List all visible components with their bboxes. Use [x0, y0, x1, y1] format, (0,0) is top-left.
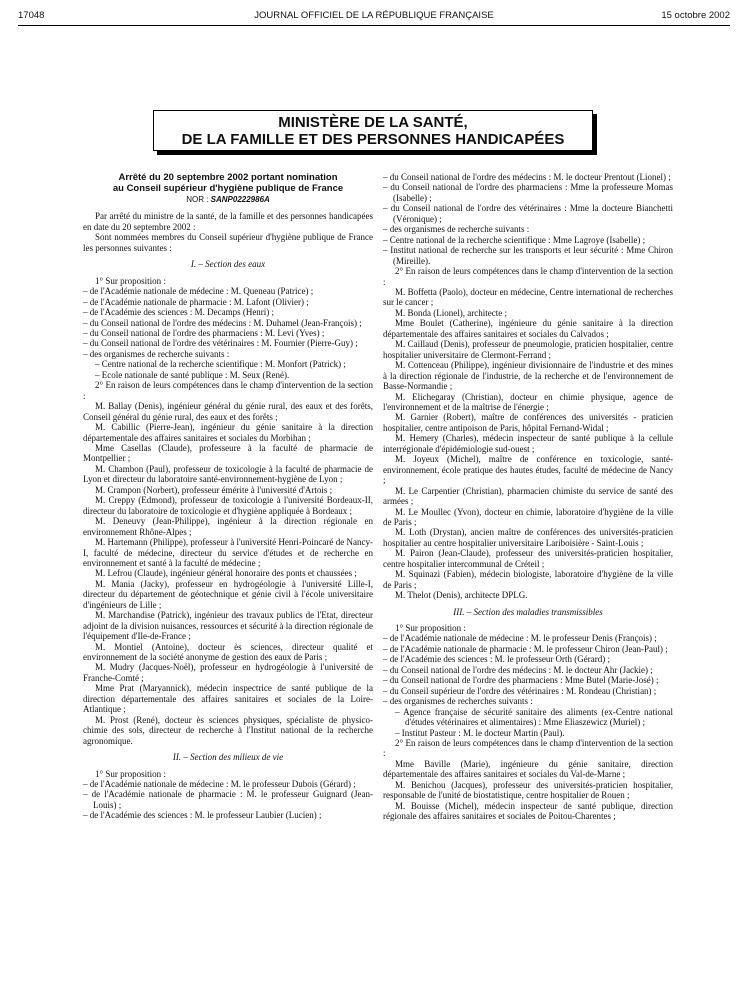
journal-title: JOURNAL OFFICIEL DE LA RÉPUBLIQUE FRANÇAISE: [254, 10, 494, 21]
paragraph: M. Pairon (Jean-Claude), professeur des universités-praticien hospitalier, centre hospitalier intercommunal de Créteil ;: [383, 548, 673, 569]
list-item: – de l'Académie des sciences : M. Decamps (Henri) ;: [83, 307, 275, 318]
list-item: – du Conseil national de l'ordre des pharmaciens : Mme Butel (Marie-José) ;: [383, 675, 659, 686]
paragraph: M. Garnier (Robert), maître de conférences des universités - praticien hospitalier, centre antipoison de Paris, hôpital Fernand-Widal ;: [383, 412, 673, 433]
paragraph: M. Mania (Jacky), professeur en hydrogéologie à l'université Lille-I, directeur du département de géotechnique et génie civil à l'école universitaire d'ingénieurs de Lille ;: [83, 578, 373, 610]
paragraph: M. Le Carpentier (Christian), pharmacien chimiste du service de santé des armées ;: [383, 485, 673, 507]
list-item: – de l'Académie nationale de médecine : M. Queneau (Patrice) ;: [83, 286, 314, 297]
list-item: – de l'Académie nationale de pharmacie : M. le professeur Guignard (Jean-Louis) ;: [83, 789, 373, 810]
list-item: – Centre national de la recherche scientifique : Mme Lagroye (Isabelle) ;: [383, 234, 646, 245]
header-rule: [18, 25, 730, 26]
right-column: [383, 172, 673, 822]
nor-reference: [83, 195, 373, 205]
paragraph: Mme Baville (Marie), ingénieure du génie sanitaire, direction départementale des affaires sanitaires et sociales du Val-de-Marne ;: [383, 758, 673, 780]
paragraph: M. Benichou (Jacques), professeur des universités-praticien hospitalier, responsable de l'unité de biostatistique, centre hospitalier de Rouen ;: [383, 779, 673, 801]
issue-date: 15 octobre 2002: [661, 10, 730, 21]
list-item: – du Conseil national de l'ordre des vétérinaires : Mme la docteure Bianchetti (Véronique) ;: [383, 203, 673, 224]
paragraph: M. Hemery (Charles), médecin inspecteur de santé publique à la cellule interrégionale d'épidémiologie sud-ouest ;: [383, 433, 673, 454]
list-item: – du Conseil national de l'ordre des médecins : M. le docteur Prentout (Lionel) ;: [383, 172, 671, 182]
paragraph: M. Crampon (Norbert), professeur émérite à l'université d'Artois ;: [95, 484, 333, 495]
decree-title-line-1: Arrêté du 20 septembre 2002 portant nomination: [118, 172, 338, 183]
paragraph: Mme Prat (Maryannick), médecin inspectrice de santé publique de la direction départementale des affaires sanitaires et sociales de la Loire-Atlantique ;: [83, 683, 373, 715]
paragraph: M. Creppy (Edmond), professeur de toxicologie à l'université Bordeaux-II, directeur du laboratoire de toxicologie et d'hygiène appliquée à Bordeaux ;: [83, 495, 373, 516]
paragraph: 2° En raison de leurs compétences dans le champ d'intervention de la section :: [383, 266, 673, 287]
paragraph: 2° En raison de leurs compétences dans le champ d'intervention de la section :: [83, 380, 373, 401]
list-item: – de l'Académie nationale de médecine : M. le professeur Denis (François) ;: [383, 633, 657, 644]
list-item: – des organismes de recherche suivants :: [383, 224, 530, 235]
paragraph: M. Bouisse (Michel), médecin inspecteur de santé publique, direction régionale des affaires sanitaires et sociales de Poitou-Charentes ;: [383, 800, 673, 822]
list-item: – de l'Académie nationale de pharmacie : M. Lafont (Olivier) ;: [83, 296, 309, 307]
ministry-box: [153, 110, 593, 151]
paragraph: M. Boffetta (Paolo), docteur en médecine, Centre international de recherches sur le cancer ;: [383, 286, 673, 308]
nor-code: SANP0222986A: [210, 195, 270, 204]
paragraph: Sont nommées membres du Conseil supérieur d'hygiène publique de France les personnes suivantes :: [83, 232, 373, 253]
section-heading: III. – Section des maladies transmissibles: [453, 606, 603, 617]
paragraph: Mme Boulet (Catherine), ingénieure du génie sanitaire à la direction départementale des affaires sanitaires et sociales du Calvados ;: [383, 318, 673, 339]
paragraph: M. Loth (Drystan), ancien maître de conférences des universités-praticien hospitalier au centre hospitalier universitaire Lariboisière - Saint-Louis ;: [383, 527, 673, 548]
paragraph: M. Thelot (Denis), architecte DPLG.: [395, 590, 528, 601]
paragraph: M. Joyeux (Michel), maître de conférence en toxicologie, santé-environnement, école pratique des hautes études, faculté de médecine de Nancy ;: [383, 454, 673, 486]
section-heading: II. – Section des milieux de vie: [172, 752, 284, 763]
list-item: – Centre national de la recherche scientifique : M. Monfort (Patrick) ;: [95, 359, 346, 370]
list-item: – du Conseil national de l'ordre des pharmaciens : Mme la professeure Momas (Isabelle) ;: [383, 182, 673, 203]
ministry-line-2: DE LA FAMILLE ET DES PERSONNES HANDICAPÉES: [181, 131, 565, 148]
paragraph: M. Ballay (Denis), ingénieur général du génie rural, des eaux et des forêts, Conseil général du génie rural, des eaux et des forêts ;: [83, 401, 373, 422]
section-heading: I. – Section des eaux: [190, 259, 266, 270]
paragraph: M. Le Moullec (Yvon), docteur en chimie, laboratoire d'hygiène de la ville de Paris ;: [383, 506, 673, 527]
page-header: [18, 10, 730, 24]
paragraph: 2° En raison de leurs compétences dans le champ d'intervention de la section :: [383, 738, 673, 759]
paragraph: 1° Sur proposition :: [95, 768, 166, 779]
paragraph: M. Cabillic (Pierre-Jean), ingénieur du génie sanitaire à la direction départementale des affaires sanitaires et sociales du Morbihan ;: [83, 422, 373, 443]
list-item: – de l'Académie des sciences : M. le professeur Laubier (Lucien) ;: [83, 810, 322, 821]
paragraph: M. Deneuvy (Jean-Philippe), ingénieur à la direction régionale en environnement Rhône-Alpes ;: [83, 516, 373, 537]
paragraph: Mme Casellas (Claude), professeure à la faculté de pharmacie de Montpellier ;: [83, 442, 373, 464]
paragraph: M. Squinazi (Fabien), médecin biologiste, laboratoire d'hygiène de la ville de Paris ;: [383, 569, 673, 590]
list-item: – du Conseil national de l'ordre des médecins : M. Duhamel (Jean-François) ;: [83, 317, 362, 328]
list-item: – du Conseil national de l'ordre des médecins : M. le docteur Ahr (Jackie) ;: [383, 664, 653, 675]
list-item: – de l'Académie des sciences : M. le professeur Orth (Gérard) ;: [383, 654, 611, 665]
paragraph: M. Cottenceau (Philippe), ingénieur divisionnaire de l'industrie et des mines à la direction régionale de l'industrie, de la recherche et de l'environnement de Basse-Normandie ;: [383, 360, 673, 392]
list-item: – Agence française de sécurité sanitaire des aliments (ex-Centre national d'études vétérinaires et alimentaires) : Mme Eliaszewicz (Muriel) ;: [395, 706, 673, 728]
left-column: [83, 172, 373, 821]
decree-title-line-2: au Conseil supérieur d'hygiène publique de France: [112, 183, 344, 194]
ministry-line-1: MINISTÈRE DE LA SANTÉ,: [278, 114, 468, 131]
paragraph: M. Mudry (Jacques-Noël), professeur en hydrogéologie à l'université de Franche-Comté ;: [83, 662, 373, 683]
paragraph: 1° Sur proposition :: [395, 623, 466, 634]
paragraph: 1° Sur proposition :: [95, 275, 166, 286]
list-item: – Institut national de recherche sur les transports et leur sécurité : Mme Chiron (Mireille).: [383, 245, 673, 266]
paragraph: M. Prost (René), docteur ès sciences physiques, spécialiste de physico-chimie des sols, directeur de recherche à l'Institut national de la recherche agronomique.: [83, 714, 373, 746]
paragraph: M. Caillaud (Denis), professeur de pneumologie, praticien hospitalier, centre hospitalier universitaire de Clermont-Ferrand ;: [383, 339, 673, 360]
list-item: – Ecole nationale de santé publique : M. Seux (René).: [95, 369, 290, 380]
paragraph: M. Marchandise (Patrick), ingénieur des travaux publics de l'Etat, directeur adjoint de la division nuisances, ressources et sécurité à la direction régionale de l'équipement d'Ile-de-France ;: [83, 610, 373, 642]
list-item: – de l'Académie nationale de pharmacie : M. le professeur Chiron (Jean-Paul) ;: [383, 643, 668, 654]
list-item: – du Conseil national de l'ordre des vétérinaires : M. Fournier (Pierre-Guy) ;: [83, 338, 358, 349]
list-item: – du Conseil supérieur de l'ordre des vétérinaires : M. Rondeau (Christian) ;: [383, 685, 657, 696]
list-item: – du Conseil national de l'ordre des pharmaciens : M. Levi (Yves) ;: [83, 327, 325, 338]
list-item: – Institut Pasteur : M. le docteur Martin (Paul).: [395, 727, 565, 738]
paragraph: M. Lefrou (Claude), ingénieur général honoraire des ponts et chaussées ;: [95, 568, 357, 579]
nor-label: NOR :: [186, 195, 209, 204]
paragraph: M. Elichegaray (Christian), docteur en chimie physique, agence de l'environnement et de la maîtrise de l'énergie ;: [383, 391, 673, 412]
list-item: – des organismes de recherches suivants :: [383, 696, 533, 707]
paragraph: Par arrêté du ministre de la santé, de la famille et des personnes handicapées en date du 20 septembre 2002 :: [83, 211, 373, 232]
page-number: 17048: [18, 10, 45, 21]
list-item: – de l'Académie nationale de médecine : M. le professeur Dubois (Gérard) ;: [83, 779, 356, 790]
paragraph: M. Chambon (Paul), professeur de toxicologie à la faculté de pharmacie de Lyon et directeur du laboratoire santé-environnement-hygiène de Lyon ;: [83, 463, 373, 485]
paragraph: M. Montiel (Antoine), docteur ès sciences, directeur qualité et environnement de la société anonyme de gestion des eaux de Paris ;: [83, 641, 373, 663]
paragraph: M. Hartemann (Philippe), professeur à l'université Henri-Poincaré de Nancy-I, faculté de médecine, directeur du service d'études et de recherche en environnement et santé à la faculté de médecine ;: [83, 537, 373, 568]
list-item: – des organismes de recherche suivants :: [83, 348, 230, 359]
paragraph: M. Bonda (Lionel), architecte ;: [395, 307, 507, 318]
